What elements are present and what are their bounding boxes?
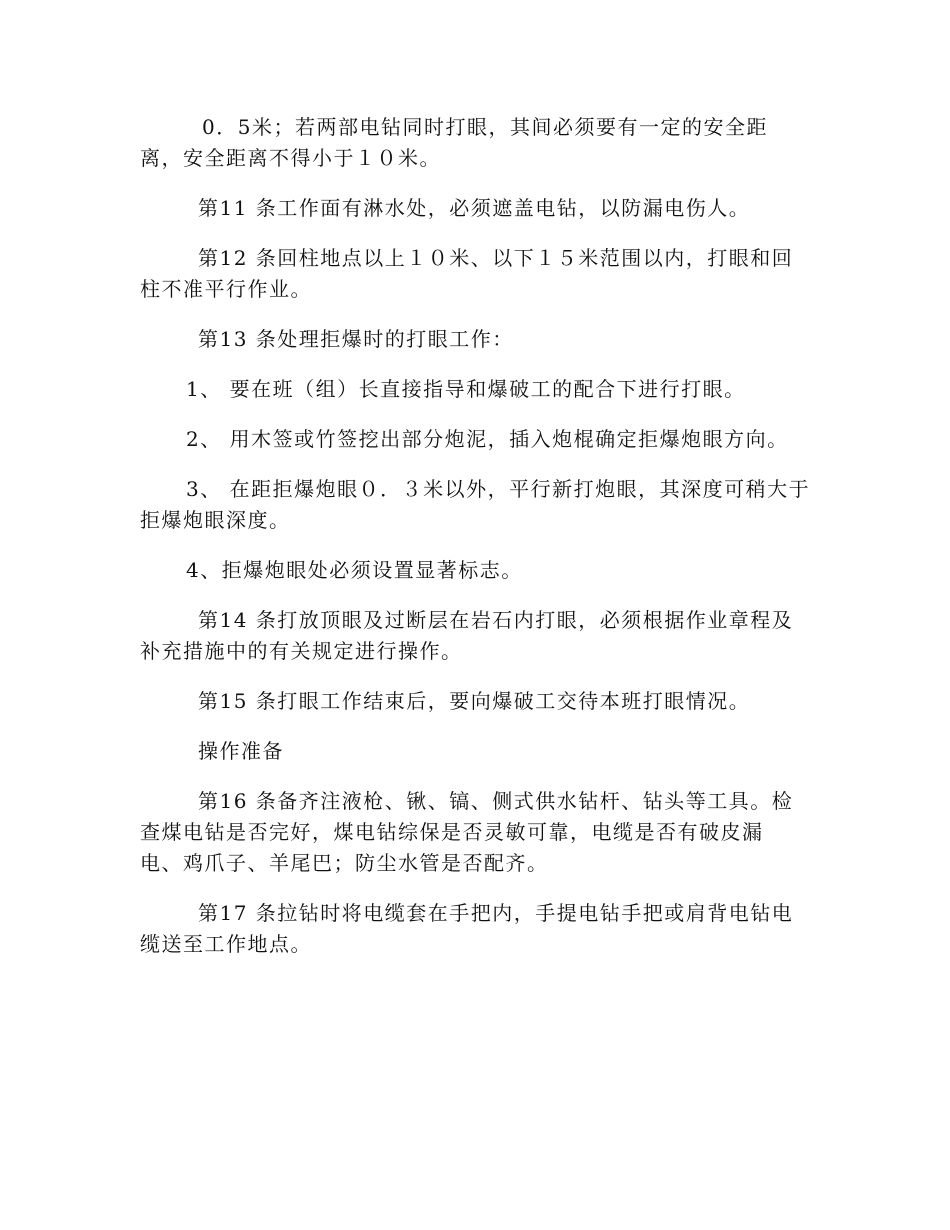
paragraph-article-15 — [140, 686, 812, 717]
paragraph-continuation — [140, 112, 812, 174]
text-line: 0．5米；若两部电钻同时打眼，其间必须要有一定的安全距 — [202, 115, 768, 139]
text-line: 查煤电钻是否完好，煤电钻综保是否灵敏可靠，电缆是否有破皮漏 — [140, 820, 764, 844]
text-line: 柱不准平行作业。 — [140, 277, 312, 301]
text-line: 电、鸡爪子、羊尾巴；防尘水管是否配齐。 — [140, 851, 549, 875]
paragraph-article-11 — [140, 193, 812, 224]
text-line: 第17 条拉钻时将电缆套在手把内，手提电钻手把或肩背电钻电 — [198, 901, 794, 925]
text-line: 离，安全距离不得小于１０米。 — [140, 146, 441, 170]
paragraph-article-12 — [140, 243, 812, 305]
list-item-2 — [140, 424, 812, 455]
document-page — [140, 112, 812, 979]
paragraph-article-13 — [140, 324, 812, 355]
section-heading-prep — [140, 736, 812, 767]
text-line: 第12 条回柱地点以上１０米、以下１５米范围以内，打眼和回 — [198, 246, 794, 270]
text-line: 3、 在距拒爆炮眼０．３米以外，平行新打炮眼，其深度可稍大于 — [186, 477, 811, 501]
text-line: 操作准备 — [198, 739, 284, 763]
paragraph-article-17 — [140, 898, 812, 960]
text-line: 第13 条处理拒爆时的打眼工作： — [198, 327, 514, 351]
list-item-3 — [140, 474, 812, 536]
text-line: 4、拒爆炮眼处必须设置显著标志。 — [186, 558, 523, 582]
text-line: 缆送至工作地点。 — [140, 932, 312, 956]
text-line: 2、 用木签或竹签挖出部分炮泥，插入炮棍确定拒爆炮眼方向。 — [186, 427, 789, 451]
list-item-4 — [140, 555, 812, 586]
paragraph-article-16 — [140, 786, 812, 879]
text-line: 补充措施中的有关规定进行操作。 — [140, 639, 463, 663]
text-line: 第15 条打眼工作结束后，要向爆破工交待本班打眼情况。 — [198, 689, 751, 713]
text-line: 第11 条工作面有淋水处，必须遮盖电钻，以防漏电伤人。 — [198, 196, 751, 220]
text-line: 1、 要在班（组）长直接指导和爆破工的配合下进行打眼。 — [186, 377, 746, 401]
text-line: 第16 条备齐注液枪、锹、镐、侧式供水钻杆、钻头等工具。检 — [198, 789, 794, 813]
text-line: 拒爆炮眼深度。 — [140, 508, 291, 532]
list-item-1 — [140, 374, 812, 405]
paragraph-article-14 — [140, 605, 812, 667]
text-line: 第14 条打放顶眼及过断层在岩石内打眼，必须根据作业章程及 — [198, 608, 794, 632]
